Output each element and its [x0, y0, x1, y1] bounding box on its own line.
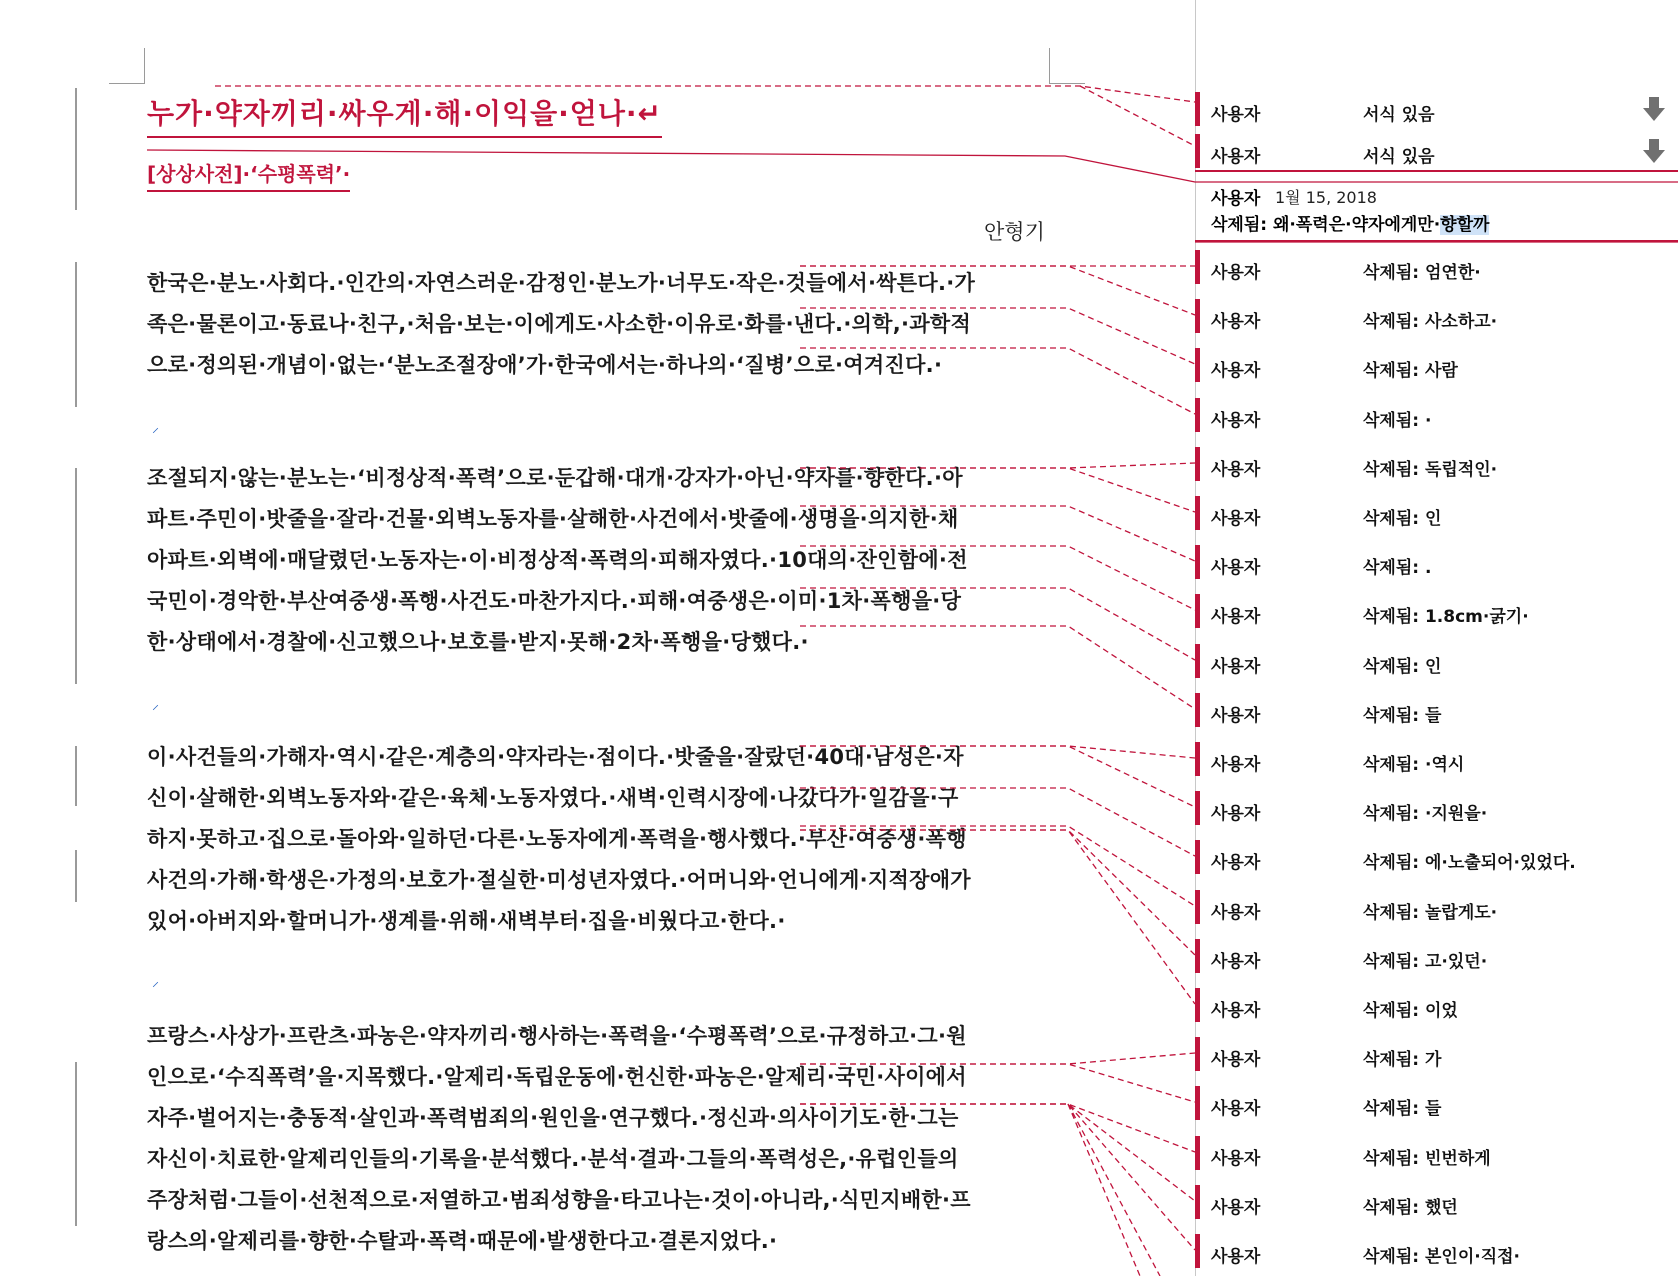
revision-text: 삭제됨: 에·노출되어·있었다.: [1363, 853, 1576, 873]
move-down-arrow-icon[interactable]: [1642, 138, 1666, 164]
revision-text: 삭제됨: 들: [1363, 706, 1442, 726]
revision-text: 삭제됨: 들: [1363, 1099, 1442, 1119]
revision-bar: [1195, 447, 1200, 481]
revision-author: 사용자: [1211, 1247, 1261, 1267]
revision-balloon[interactable]: [1195, 299, 1678, 333]
revision-author: 사용자: [1211, 411, 1261, 431]
revision-text: 삭제됨: 빈번하게: [1363, 1149, 1491, 1169]
revision-bar: [1195, 1037, 1200, 1071]
revision-bar: [1195, 398, 1200, 432]
revision-balloon[interactable]: [1195, 92, 1678, 126]
revision-bar: [1195, 988, 1200, 1022]
revision-balloon[interactable]: [1195, 1136, 1678, 1170]
revision-balloon[interactable]: [1195, 398, 1678, 432]
revision-author: 사용자: [1211, 1198, 1261, 1218]
text-line: 사건의·가해·학생은·가정의·보호가·절실한·미성년자였다.·어머니와·언니에게·지적장애가: [147, 868, 971, 892]
text-line: 국민이·경악한·부산여중생·폭행·사건도·마찬가지다.·피해·여중생은·이미·1차·폭행을·당: [147, 589, 962, 613]
text-line: 족은·물론이고·동료나·친구,·처음·보는·이에게도·사소한·이유로·화를·낸다.·의학,·과학적: [147, 312, 972, 336]
crop-mark: [109, 83, 145, 84]
revision-author: 사용자: [1211, 312, 1261, 332]
revision-bar: [1195, 1185, 1200, 1219]
revision-author: 사용자: [1211, 952, 1261, 972]
revision-bar: [1195, 545, 1200, 579]
crop-mark: [1049, 48, 1050, 84]
revision-author: 사용자: [1211, 755, 1261, 775]
text-line: 랑스의·알제리를·향한·수탈과·폭력·때문에·발생한다고·결론지었다.·: [147, 1229, 778, 1253]
author-name[interactable]: 안형기: [984, 220, 1045, 244]
text-line: 인으로·‘수직폭력’을·지목했다.·알제리·독립운동에·헌신한·파농은·알제리·국민·사이에서: [147, 1065, 967, 1089]
revision-balloon[interactable]: [1195, 1185, 1678, 1219]
revision-balloon[interactable]: [1195, 447, 1678, 481]
revision-bar: [1195, 594, 1200, 628]
revision-balloon[interactable]: [1195, 791, 1678, 825]
revision-text: 삭제됨: 1.8cm·굵기·: [1363, 607, 1529, 627]
revision-text: 삭제됨: 놀랍게도·: [1363, 903, 1498, 923]
move-down-arrow-icon[interactable]: [1642, 96, 1666, 122]
revision-bar: [1195, 496, 1200, 530]
revision-balloon[interactable]: [1195, 496, 1678, 530]
text-line: 이·사건들의·가해자·역시·같은·계층의·약자라는·점이다.·밧줄을·잘랐던·40대·남성은·자: [147, 745, 964, 769]
deleted-label: 삭제됨:: [1211, 215, 1268, 235]
revision-bar: [1195, 1234, 1200, 1268]
revision-author: 사용자: [1211, 903, 1261, 923]
revision-bar: [1195, 134, 1200, 168]
revision-author: 사용자: [1211, 853, 1261, 873]
revision-text: 삭제됨: ·: [1363, 411, 1432, 431]
revision-balloon[interactable]: [1195, 348, 1678, 382]
revision-author: 사용자: [1211, 558, 1261, 578]
revision-bar: [1195, 348, 1200, 382]
revision-bar: [1195, 693, 1200, 727]
revision-balloon[interactable]: [1195, 1234, 1678, 1268]
document-title[interactable]: 누가·약자끼리·싸우게·해·이익을·얻나·↵: [147, 92, 662, 138]
text-line: 자신이·치료한·알제리인들의·기록을·분석했다.·분석·결과·그들의·폭력성은,·유럽인들의: [147, 1147, 959, 1171]
revision-text: 삭제됨: ·지원을·: [1363, 804, 1488, 824]
revision-bar: [1195, 939, 1200, 973]
crop-mark: [144, 48, 145, 84]
revision-balloon[interactable]: [1195, 134, 1678, 168]
revision-bar: [1195, 299, 1200, 333]
text-line: 주장처럼·그들이·선천적으로·저열하고·범죄성향을·타고나는·것이·아니라,·식민지배한·프: [147, 1188, 971, 1212]
revision-author: 사용자: [1211, 361, 1261, 381]
revision-balloon[interactable]: [1195, 939, 1678, 973]
revision-balloon[interactable]: [1195, 545, 1678, 579]
comment-date: 1월 15, 2018: [1275, 188, 1377, 207]
revision-author: 사용자: [1211, 607, 1261, 627]
text-line: 있어·아버지와·할머니가·생계를·위해·새벽부터·집을·비웠다고·한다.·: [147, 909, 786, 933]
revision-balloon[interactable]: [1195, 594, 1678, 628]
revision-bar: [1195, 791, 1200, 825]
revision-text: 삭제됨: .: [1363, 558, 1432, 578]
revision-text: 삭제됨: 엄연한·: [1363, 263, 1481, 283]
text-line: 한국은·분노·사회다.·인간의·자연스러운·감정인·분노가·너무도·작은·것들에서·싹튼다.·가: [147, 271, 976, 295]
revision-bar: [1195, 890, 1200, 924]
revision-text: 삭제됨: 본인이·직접·: [1363, 1247, 1521, 1267]
change-bar: [75, 262, 77, 407]
revision-bar: [1195, 644, 1200, 678]
revision-author: 사용자: [1211, 1149, 1261, 1169]
revision-text: 서식 있음: [1363, 147, 1435, 167]
text-line: 신이·살해한·외벽노동자와·같은·육체·노동자였다.·새벽·인력시장에·나갔다가·일감을·구: [147, 786, 959, 810]
revision-author: 사용자: [1211, 804, 1261, 824]
text-line: 으로·정의된·개념이·없는·‘분노조절장애’가·한국에서는·하나의·‘질병’으로·여겨진다.·: [147, 353, 943, 377]
revision-balloon[interactable]: [1195, 1086, 1678, 1120]
paragraph-3[interactable]: [147, 737, 1052, 942]
revision-text: 삭제됨: 가: [1363, 1050, 1442, 1070]
revision-bar: [1195, 742, 1200, 776]
revision-balloon[interactable]: [1195, 250, 1678, 284]
revision-text: 삭제됨: 이었: [1363, 1001, 1458, 1021]
revision-text: 서식 있음: [1363, 105, 1435, 125]
revision-author: 사용자: [1211, 657, 1261, 677]
revision-author: 사용자: [1211, 460, 1261, 480]
revision-balloon[interactable]: [1195, 693, 1678, 727]
text-line: 조절되지·않는·분노는·‘비정상적·폭력’으로·둔갑해·대개·강자가·아닌·약자를·향한다.·아: [147, 466, 963, 490]
paragraph-mark-icon: ⸝: [152, 974, 159, 990]
revision-balloon[interactable]: [1195, 988, 1678, 1022]
text-line: 프랑스·사상가·프란츠·파농은·약자끼리·행사하는·폭력을·‘수평폭력’으로·규정하고·그·원: [147, 1024, 967, 1048]
revision-bar: [1195, 250, 1200, 284]
paragraph-mark-icon: ⸝: [152, 697, 159, 713]
deleted-content: 왜·폭력은·약자에게만·: [1273, 215, 1441, 235]
crop-mark: [1049, 83, 1085, 84]
revision-text: 삭제됨: ·역시: [1363, 755, 1465, 775]
revision-balloon[interactable]: [1195, 840, 1678, 874]
revision-balloon[interactable]: [1195, 742, 1678, 776]
revision-bar: [1195, 1086, 1200, 1120]
revision-author: 사용자: [1211, 509, 1261, 529]
revision-balloon[interactable]: [1195, 644, 1678, 678]
revision-text: 삭제됨: 인: [1363, 509, 1442, 529]
revision-author: 사용자: [1211, 105, 1261, 125]
revision-text: 삭제됨: 독립적인·: [1363, 460, 1498, 480]
revision-bar: [1195, 92, 1200, 126]
revision-balloon[interactable]: [1195, 1037, 1678, 1071]
revision-author: 사용자: [1211, 147, 1261, 167]
highlighted-text: 향할까: [1440, 215, 1490, 235]
revision-author: 사용자: [1211, 1050, 1261, 1070]
text-line: 자주·벌어지는·충동적·살인과·폭력범죄의·원인을·연구했다.·정신과·의사이기도·한·그는: [147, 1106, 959, 1130]
revision-author: 사용자: [1211, 1001, 1261, 1021]
revision-text: 삭제됨: 했던: [1363, 1198, 1458, 1218]
revision-text: 삭제됨: 인: [1363, 657, 1442, 677]
revision-text: 삭제됨: 고·있던·: [1363, 952, 1488, 972]
document-subtitle[interactable]: [상상사전]·‘수평폭력’·: [147, 158, 350, 192]
comment-balloon[interactable]: [1195, 170, 1678, 242]
comment-deleted-text: [1211, 210, 1489, 235]
revision-text: 삭제됨: 사소하고·: [1363, 312, 1498, 332]
revision-balloon[interactable]: [1195, 890, 1678, 924]
paragraph-mark-icon: ⸝: [152, 420, 159, 436]
revision-text: 삭제됨: 사람: [1363, 361, 1458, 381]
change-bar: [75, 1062, 77, 1226]
revision-bar: [1195, 840, 1200, 874]
paragraph-4[interactable]: [147, 1016, 1052, 1262]
revision-author: 사용자: [1211, 1099, 1261, 1119]
revision-bar: [1195, 1136, 1200, 1170]
change-bar: [75, 88, 77, 210]
revision-author: 사용자: [1211, 706, 1261, 726]
change-bar: [75, 468, 77, 684]
comment-author: 사용자: [1211, 189, 1261, 209]
paragraph-2[interactable]: [147, 458, 1052, 663]
text-line: 아파트·외벽에·매달렸던·노동자는·이·비정상적·폭력의·피해자였다.·10대의·잔인함에·전: [147, 548, 968, 572]
paragraph-1[interactable]: [147, 263, 1052, 386]
text-line: 하지·못하고·집으로·돌아와·일하던·다른·노동자에게·폭력을·행사했다.·부산·여중생·폭행: [147, 827, 967, 851]
change-bar: [75, 850, 77, 902]
revision-author: 사용자: [1211, 263, 1261, 283]
text-line: 파트·주민이·밧줄을·잘라·건물·외벽노동자를·살해한·사건에서·밧줄에·생명을·의지한·채: [147, 507, 959, 531]
change-bar: [75, 746, 77, 806]
text-line: 한·상태에서·경찰에·신고했으나·보호를·받지·못해·2차·폭행을·당했다.·: [147, 630, 809, 654]
